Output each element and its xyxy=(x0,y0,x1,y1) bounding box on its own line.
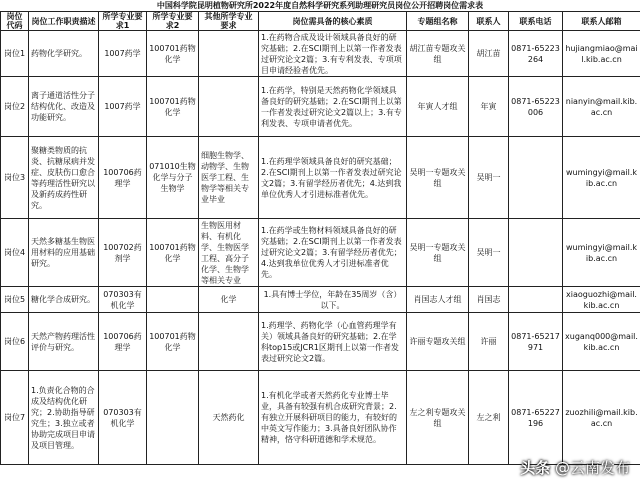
header-cell: 联系电话 xyxy=(509,12,563,31)
code-cell: 岗位3 xyxy=(1,137,29,219)
quality-cell: 1.在药学，特别是天然药物化学领域具备良好的研究基础；2.在SCI期刊上以第一作者发表过研究论文2篇以上；3.有专利发表、专项申请者优先。 xyxy=(259,77,407,137)
duty-cell: 1.负责化合物的合成及结构优化研究；2.协助指导研究生；3.独立或者协助完成项目申请及项目管理。 xyxy=(29,371,99,465)
major2-cell: 100701药物化学 xyxy=(147,77,199,137)
other-major-cell: 天然药化 xyxy=(199,371,259,465)
header-cell: 其他所学专业要求 xyxy=(199,12,259,31)
header-cell: 岗位需具备的核心素质 xyxy=(259,12,407,31)
duty-cell: 离子通道活性分子结构优化、改造及功能研究。 xyxy=(29,77,99,137)
watermark-logo: 头条 xyxy=(520,459,551,477)
page-title: 中国科学院昆明植物研究所2022年度自然科学研究系列助理研究员岗位公开招聘岗位需求表 xyxy=(156,1,484,10)
email-cell: xuganq000@mail.kib.ac.cn xyxy=(563,313,640,371)
phone-cell xyxy=(509,287,563,313)
header-cell: 所学专业要求2 xyxy=(147,12,199,31)
quality-cell: 1.药理学、药物化学（心血管药理学有关）领域具备良好的研究基础；2.在学科top15或JCR1区期刊上以第一作者发表过研究论文2篇。 xyxy=(259,313,407,371)
major1-cell: 100702药剂学 xyxy=(99,219,147,287)
other-major-cell xyxy=(199,31,259,77)
contact-cell: 许丽 xyxy=(469,313,509,371)
other-major-cell xyxy=(199,313,259,371)
major2-cell xyxy=(147,287,199,313)
header-cell: 岗位工作职责描述 xyxy=(29,12,99,31)
header-cell: 所学专业要求1 xyxy=(99,12,147,31)
table-row xyxy=(1,77,640,137)
major2-cell: 100701药物化学 xyxy=(147,313,199,371)
quality-cell: 1.在药物合成及设计领域具备良好的研究基础；2.在SCI期刊上以第一作者发表过研究论文2篇；3.有专利发表、专项项目申请经验者优先。 xyxy=(259,31,407,77)
duty-cell: 药物化学研究。 xyxy=(29,31,99,77)
group-cell: 肖国志人才组 xyxy=(407,287,469,313)
other-major-cell: 生物医用材料、有机化学、生物医学工程、高分子化学、生物学等相关专业 xyxy=(199,219,259,287)
table-row xyxy=(1,31,640,77)
header-cell: 联系人邮箱 xyxy=(563,12,640,31)
duty-cell: 糖化学合成研究。 xyxy=(29,287,99,313)
other-major-cell: 化学 xyxy=(199,287,259,313)
code-cell: 岗位6 xyxy=(1,313,29,371)
code-cell: 岗位2 xyxy=(1,77,29,137)
code-cell: 岗位7 xyxy=(1,371,29,465)
group-cell: 左之利专题攻关组 xyxy=(407,371,469,465)
email-cell: hujiangmiao@mail.kib.ac.cn xyxy=(563,31,640,77)
watermark-text: @云南发布 xyxy=(554,459,630,477)
major1-cell: 070303有机化学 xyxy=(99,287,147,313)
major2-cell: 071010生物化学与分子生物学 xyxy=(147,137,199,219)
header-cell: 联系人 xyxy=(469,12,509,31)
major1-cell: 070303有机化学 xyxy=(99,371,147,465)
other-major-cell: 细胞生物学、动物学、生物医学工程、生物学等相关专业毕业 xyxy=(199,137,259,219)
contact-cell: 胡江苗 xyxy=(469,31,509,77)
group-cell: 吴明一专题攻关组 xyxy=(407,137,469,219)
duty-cell: 聚糖类物质的抗炎、抗糖尿病并发症、皮肤伤口愈合等药理活性研究以及新药成药性研究。 xyxy=(29,137,99,219)
quality-cell: 1.在药学或生物材料领域具备良好的研究基础；2.在SCI期刊上以第一作者发表过研究论文2篇；3.有留学经历者优先；4.达到我单位优秀人才引进标准者优先。 xyxy=(259,219,407,287)
table-row xyxy=(1,137,640,219)
header-cell: 岗位代码 xyxy=(1,12,29,31)
contact-cell: 年寅 xyxy=(469,77,509,137)
group-cell: 年寅人才组 xyxy=(407,77,469,137)
major2-cell xyxy=(147,371,199,465)
major1-cell: 100706药理学 xyxy=(99,313,147,371)
quality-cell: 1.有机化学或者天然药化专业博士毕业，具备有较强有机合成研究背景；2.有独立开展科研项目的能力，有较好的中英文写作能力；3.具备良好团队协作精神，恪守科研道德和学术规范。 xyxy=(259,371,407,465)
major1-cell: 1007药学 xyxy=(99,31,147,77)
email-cell: xiaoguozhi@mail.kib.ac.cn xyxy=(563,287,640,313)
phone-cell xyxy=(509,137,563,219)
quality-cell: 1.在药理学领域具备良好的研究基础；2.在SCI期刊上以第一作者发表过研究论文2篇；3.有留学经历者优先；4.达到我单位优秀人才引进标准者优先。 xyxy=(259,137,407,219)
group-cell: 胡江苗专题攻关组 xyxy=(407,31,469,77)
major1-cell: 100706药理学 xyxy=(99,137,147,219)
quality-cell: 1.具有博士学位，年龄在35周岁（含）以下。 xyxy=(259,287,407,313)
phone-cell: 0871-65223006 xyxy=(509,77,563,137)
email-cell: zuozhili@mail.kib.ac.cn xyxy=(563,371,640,465)
phone-cell: 0871-65217971 xyxy=(509,313,563,371)
table-row xyxy=(1,313,640,371)
contact-cell: 吴明一 xyxy=(469,219,509,287)
header-cell: 专题组名称 xyxy=(407,12,469,31)
table-row xyxy=(1,287,640,313)
code-cell: 岗位1 xyxy=(1,31,29,77)
group-cell: 吴明一专题攻关组 xyxy=(407,219,469,287)
table-row xyxy=(1,219,640,287)
table-row xyxy=(1,371,640,465)
contact-cell: 左之利 xyxy=(469,371,509,465)
major1-cell: 1007药学 xyxy=(99,77,147,137)
major2-cell: 100701药物化学 xyxy=(147,31,199,77)
other-major-cell xyxy=(199,77,259,137)
email-cell: wumingyi@mail.kib.ac.cn xyxy=(563,219,640,287)
code-cell: 岗位5 xyxy=(1,287,29,313)
header-row xyxy=(1,12,640,31)
duty-cell: 天然产物药理活性评价与研究。 xyxy=(29,313,99,371)
contact-cell: 吴明一 xyxy=(469,137,509,219)
phone-cell: 0871-65223264 xyxy=(509,31,563,77)
code-cell: 岗位4 xyxy=(1,219,29,287)
phone-cell: 0871-65227196 xyxy=(509,371,563,465)
major2-cell: 100701药物化学 xyxy=(147,219,199,287)
group-cell: 许丽专题攻关组 xyxy=(407,313,469,371)
watermark xyxy=(520,457,630,478)
email-cell: nianyin@mail.kib.ac.cn xyxy=(563,77,640,137)
duty-cell: 天然多糖基生物医用材料的应用基础研究。 xyxy=(29,219,99,287)
phone-cell xyxy=(509,219,563,287)
contact-cell: 肖国志 xyxy=(469,287,509,313)
recruitment-table xyxy=(0,11,640,465)
email-cell: wumingyi@mail.kib.ac.cn xyxy=(563,137,640,219)
